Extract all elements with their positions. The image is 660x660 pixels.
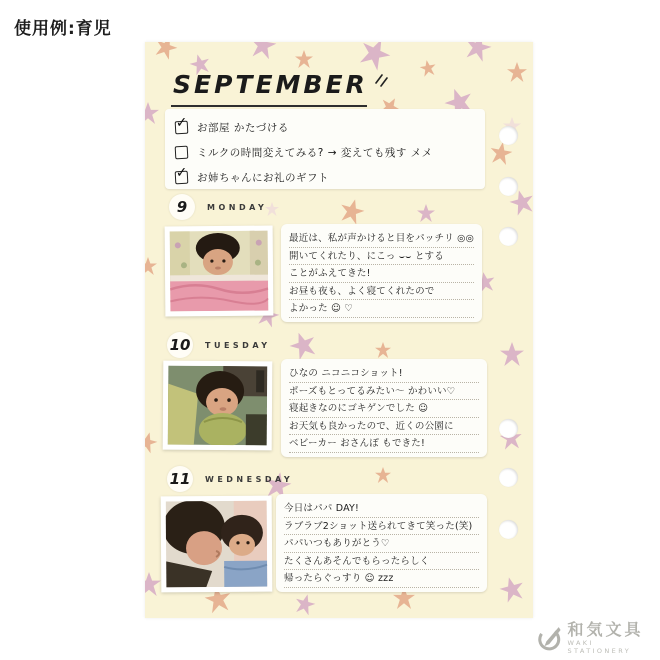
note-line: 帰ったらぐっすり ☺ zzz <box>284 570 479 588</box>
day-weekday: WEDNESDAY <box>205 474 294 484</box>
star-decoration <box>295 50 313 68</box>
checkmark-icon: ✓ <box>175 114 188 131</box>
note-line: 最近は、私が声かけると目をパッチリ ◎◎ <box>289 230 474 248</box>
pencil-circle-logo-icon <box>536 625 562 652</box>
day-header-tuesday <box>167 332 271 358</box>
planner-page <box>145 42 533 618</box>
photo-baby-pink-blanket <box>165 226 274 317</box>
checklist-item-text: ミルクの時間変えてみる? → 変えても残す メメ <box>197 146 433 159</box>
note-line: お天気も良かったので、近くの公園に <box>289 418 479 436</box>
binder-hole <box>499 227 518 246</box>
checkbox-icon <box>175 164 189 184</box>
star-decoration <box>293 592 317 616</box>
photo-dad-kissing-baby <box>161 496 273 593</box>
star-decoration <box>462 42 494 63</box>
note-card-tuesday <box>281 359 487 457</box>
checklist-item <box>175 141 475 163</box>
star-decoration <box>145 430 159 454</box>
checklist-card <box>165 109 485 189</box>
star-decoration <box>248 42 278 60</box>
note-card-monday <box>281 224 482 322</box>
note-line: ひなの ニコニコショット! <box>289 365 479 383</box>
brand-logo <box>536 621 660 655</box>
star-decoration <box>152 42 180 61</box>
star-decoration <box>419 59 438 78</box>
star-decoration <box>145 572 161 596</box>
month-title-underline <box>171 105 367 107</box>
note-line: たくさんあそんでもらったらしく <box>284 553 479 571</box>
day-header-wednesday <box>167 466 293 492</box>
note-line: よかった ☺ ♡ <box>289 300 474 318</box>
note-line: ポーズもとってるみたい〜 かわいい♡ <box>289 383 479 401</box>
binder-hole <box>499 520 518 539</box>
star-decoration <box>375 467 391 483</box>
checkbox-icon <box>175 145 189 159</box>
star-decoration <box>417 204 435 222</box>
checkbox-icon <box>175 114 189 134</box>
day-weekday: TUESDAY <box>205 340 271 350</box>
month-title: SEPTEMBER <box>173 70 368 99</box>
note-line: 今日はパパ DAY! <box>284 500 479 518</box>
note-line: 寝起きなのにゴキゲンでした ☺ <box>289 400 479 418</box>
note-line: パパいつもありがとう♡ <box>284 535 479 553</box>
star-decoration <box>375 342 391 358</box>
day-number: 10 <box>167 332 193 358</box>
checklist-item-text: お部屋 かたづける <box>197 121 289 134</box>
star-decoration <box>337 196 366 225</box>
checklist-item-text: お姉ちゃんにお礼のギフト <box>197 171 329 184</box>
note-card-wednesday <box>276 494 487 592</box>
title-accent-doodle-icon <box>373 72 389 88</box>
star-decoration <box>145 102 159 124</box>
brand-name: 和気文具 <box>567 620 644 639</box>
star-decoration <box>355 42 395 73</box>
note-line: 開いてくれたり、にこっ ⌣⌣ とする <box>289 248 474 266</box>
photo-baby-green-bib <box>163 361 273 451</box>
star-decoration <box>507 62 527 82</box>
usage-example-label: 使用例:育児 <box>14 19 112 39</box>
checklist-item <box>175 116 475 138</box>
day-weekday: MONDAY <box>207 202 268 212</box>
note-line: ベビーカー おさんぽ もできた! <box>289 435 479 453</box>
binder-hole <box>499 468 518 487</box>
binder-hole <box>499 126 518 145</box>
note-line: ことがふえてきた! <box>289 265 474 283</box>
checkmark-icon: ✓ <box>175 164 188 181</box>
note-line: お昼も夜も、よく寝てくれたので <box>289 283 474 301</box>
star-decoration <box>145 257 157 275</box>
day-header-monday <box>169 194 267 220</box>
binder-hole <box>499 177 518 196</box>
brand-subtitle: WAKI STATIONERY <box>567 639 632 655</box>
brand-logo-text <box>567 621 660 655</box>
day-number: 11 <box>167 466 193 492</box>
star-decoration <box>286 328 319 361</box>
checklist-item <box>175 166 475 188</box>
day-number: 9 <box>169 194 195 220</box>
star-decoration <box>500 342 524 366</box>
note-line: ラブラブ2ショット送られてきて笑った(笑) <box>284 518 479 536</box>
star-decoration <box>497 574 526 603</box>
binder-hole <box>499 419 518 438</box>
